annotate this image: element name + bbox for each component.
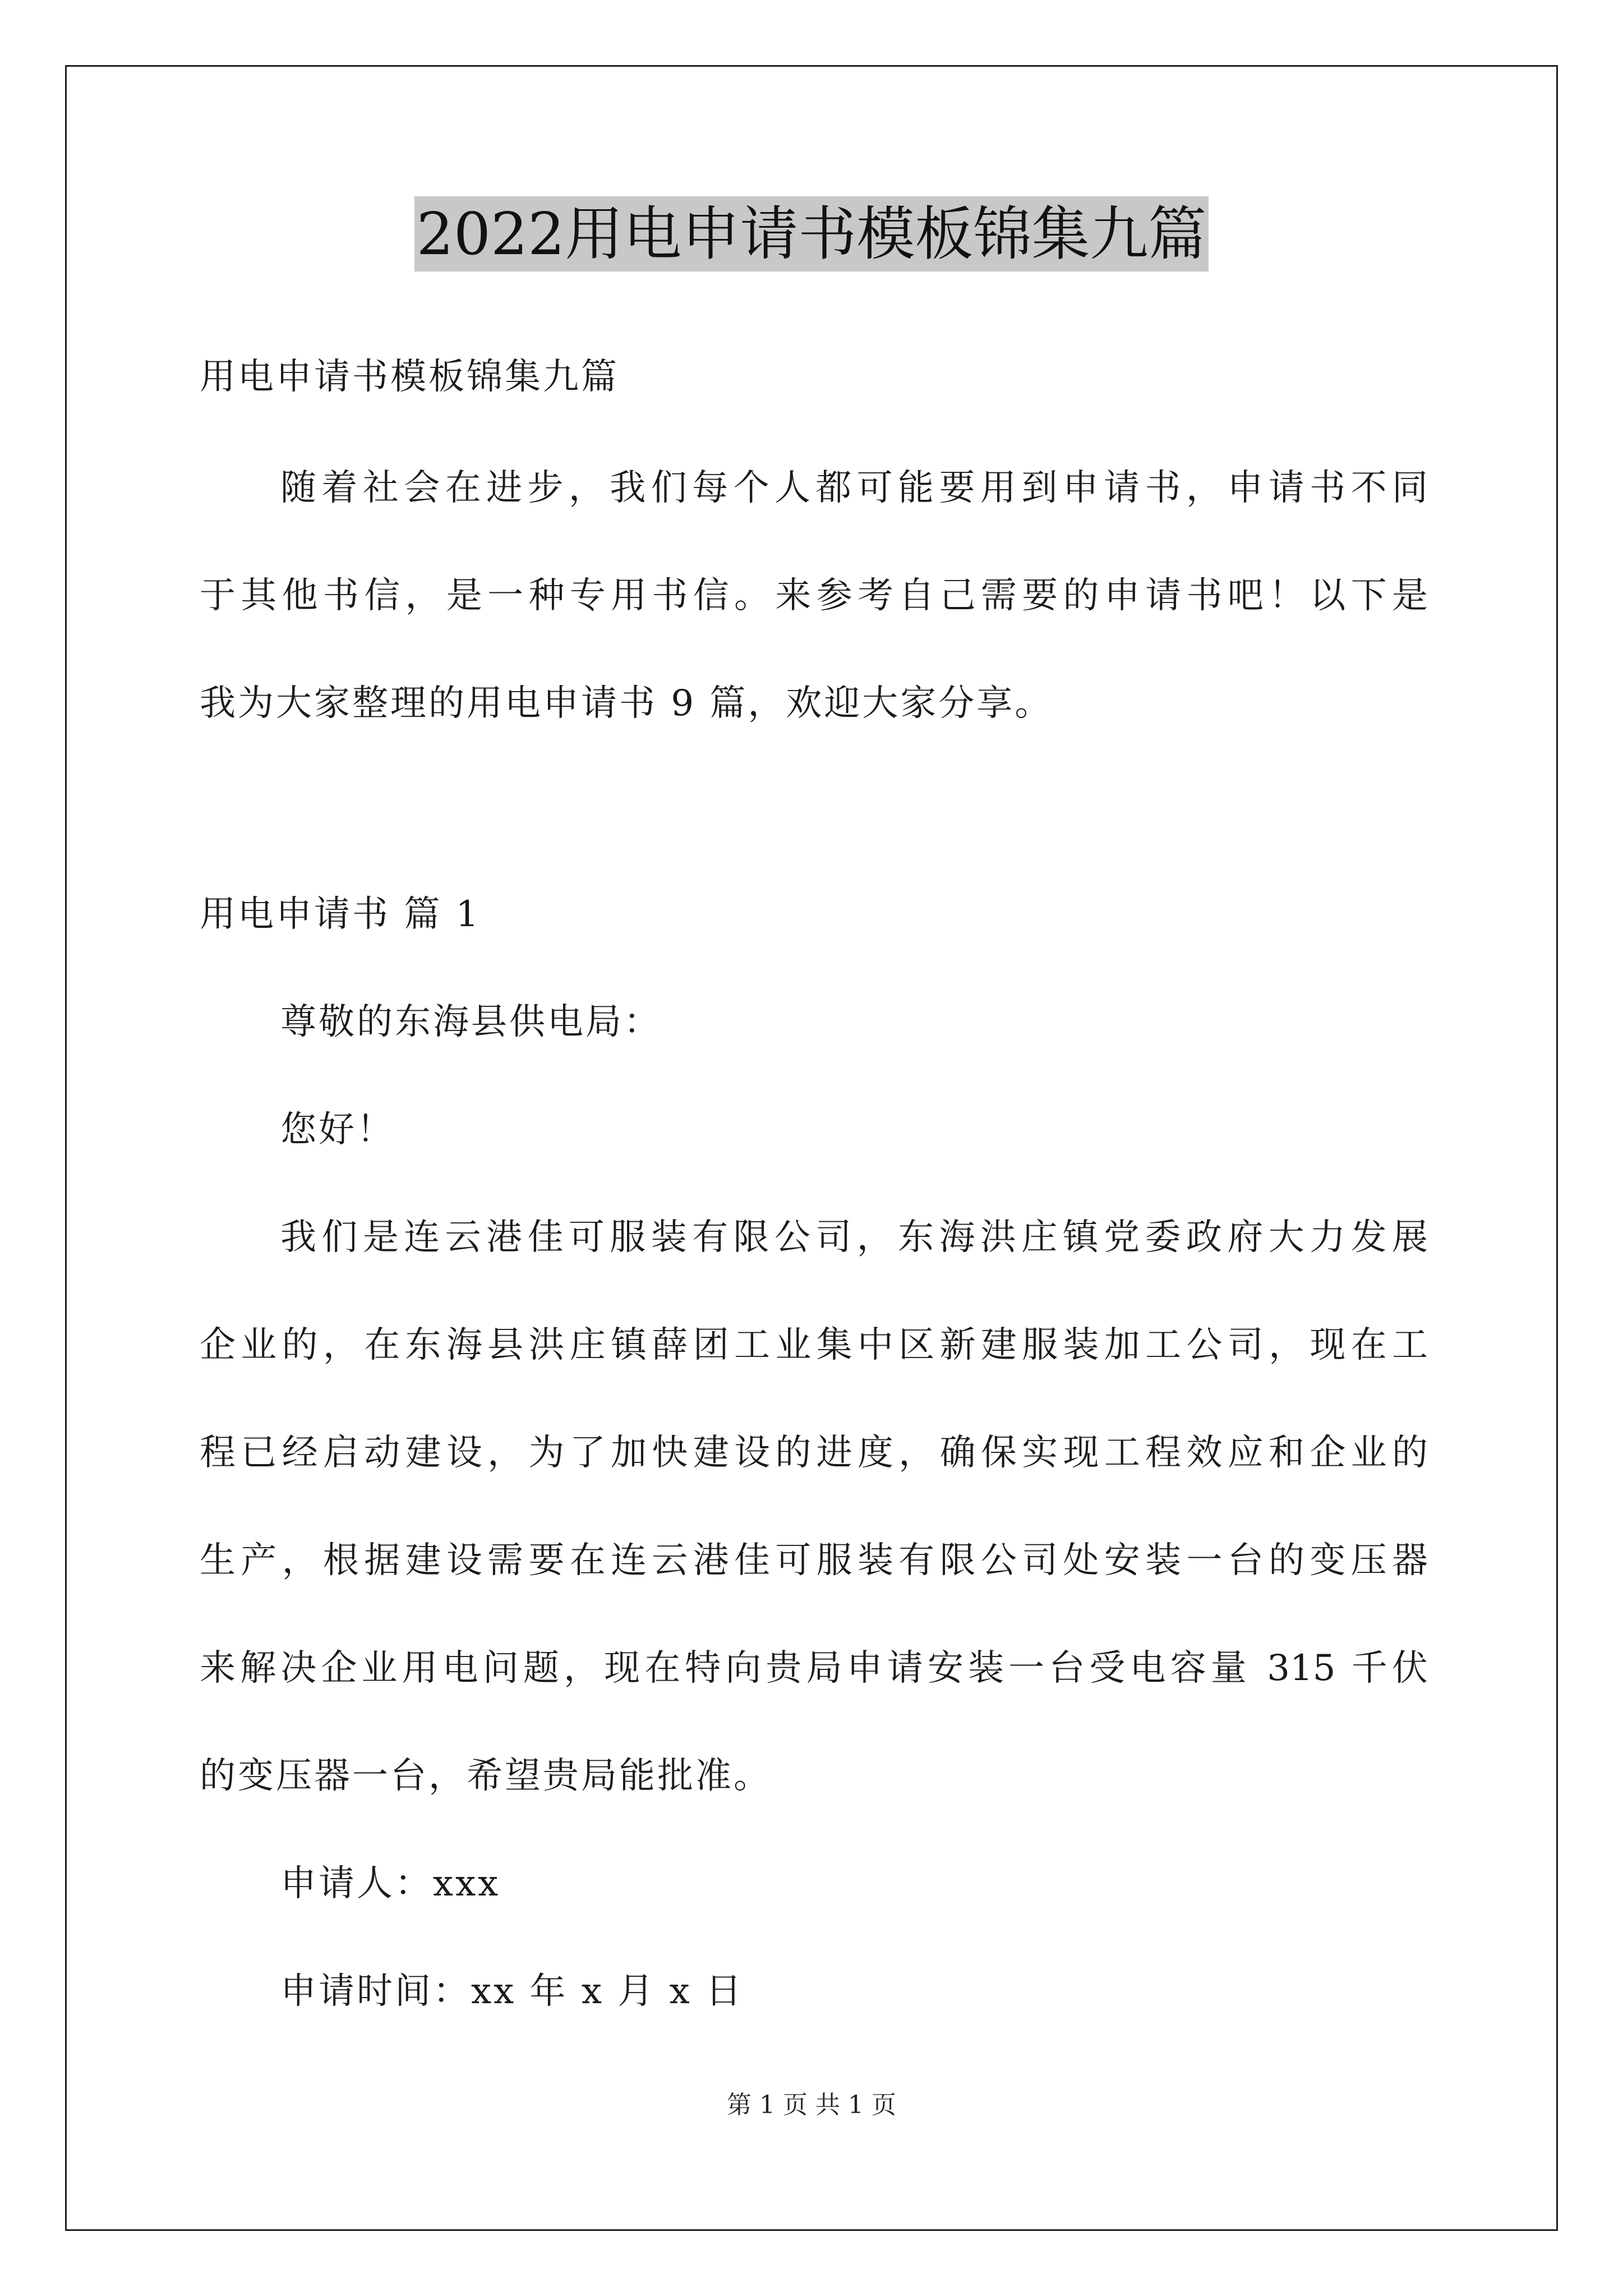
intro-line-1: 随着社会在进步，我们每个人都可能要用到申请书，申请书不同 [280, 467, 1428, 509]
document-subtitle: 用电申请书模板锦集九篇 [200, 356, 619, 398]
title-container [0, 196, 1623, 272]
apply-date: 申请时间：xx 年 x 月 x 日 [280, 1971, 744, 2012]
intro-line-3: 我为大家整理的用电申请书 9 篇，欢迎大家分享。 [200, 683, 1053, 724]
body-line-1: 我们是连云港佳可服装有限公司，东海洪庄镇党委政府大力发展 [280, 1217, 1428, 1258]
body-line-4: 生产，根据建设需要在连云港佳可服装有限公司处安装一台的变压器 [200, 1540, 1428, 1581]
body-line-5: 来解决企业用电问题，现在特向贵局申请安装一台受电容量 315 千伏 [200, 1648, 1428, 1689]
section-heading: 用电申请书 篇 1 [200, 894, 481, 935]
document-title: 2022用电申请书模板锦集九篇 [414, 196, 1209, 272]
body-line-2: 企业的，在东海县洪庄镇薛团工业集中区新建服装加工公司，现在工 [200, 1324, 1428, 1366]
greeting: 您好！ [280, 1109, 395, 1151]
applicant: 申请人：xxx [280, 1863, 501, 1904]
body-line-6: 的变压器一台，希望贵局能批准。 [200, 1755, 772, 1797]
salutation: 尊敬的东海县供电局： [280, 1001, 662, 1043]
intro-line-2: 于其他书信，是一种专用书信。来参考自己需要的申请书吧！以下是 [200, 575, 1428, 616]
body-line-3: 程已经启动建设，为了加快建设的进度，确保实现工程效应和企业的 [200, 1432, 1428, 1474]
page-footer: 第 1 页 共 1 页 [727, 2091, 896, 2119]
